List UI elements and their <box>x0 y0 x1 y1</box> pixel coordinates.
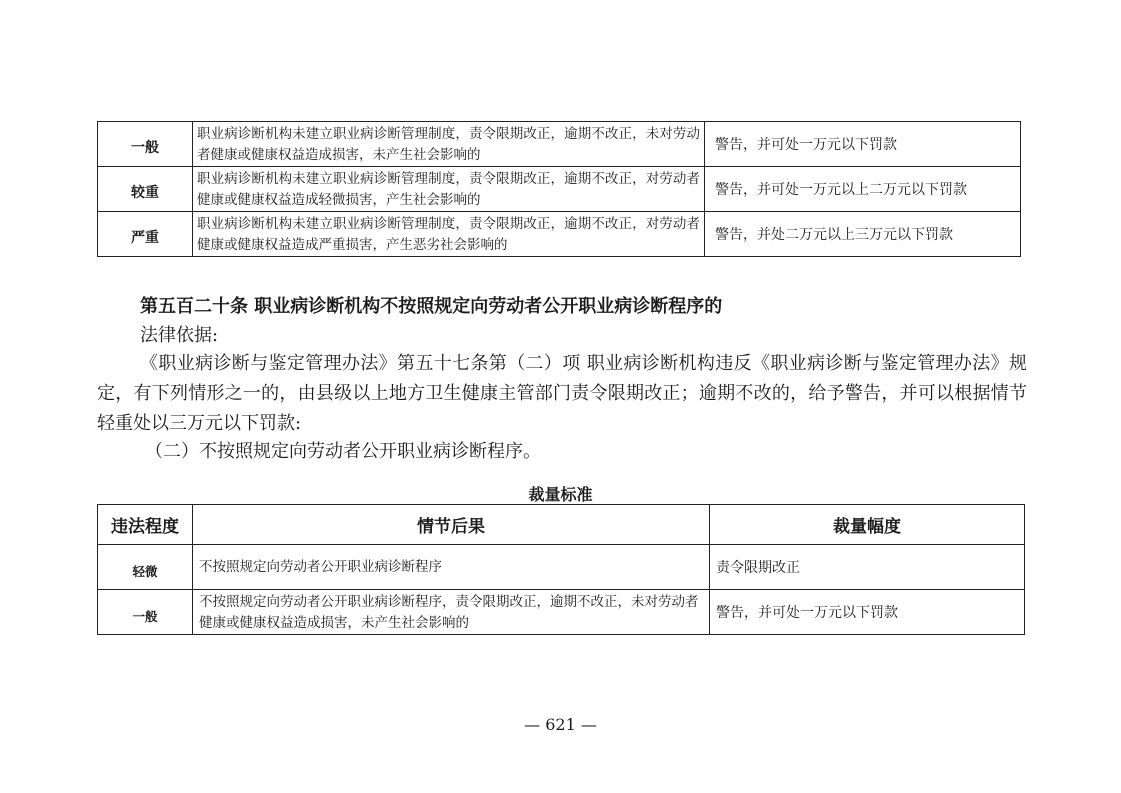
legal-basis-label: 法律依据: <box>140 325 219 346</box>
table-header-row <box>98 505 1025 545</box>
plot-consequence-cell: 职业病诊断机构未建立职业病诊断管理制度，责令限期改正，逾期不改正，对劳动者健康或健康权益造成轻微损害，产生社会影响的 <box>193 167 705 212</box>
plot-consequence-cell: 不按照规定向劳动者公开职业病诊断程序 <box>193 545 710 590</box>
table-row <box>98 122 1021 167</box>
penalty-range-cell: 警告，并处二万元以上三万元以下罚款 <box>705 212 1021 257</box>
plot-consequence-cell: 不按照规定向劳动者公开职业病诊断程序，责令限期改正，逾期不改正，未对劳动者健康或健康权益造成损害，未产生社会影响的 <box>193 590 710 635</box>
table-row <box>98 590 1025 635</box>
penalty-range-cell: 警告，并可处一万元以上二万元以下罚款 <box>705 167 1021 212</box>
violation-level-cell: 轻微 <box>98 545 193 590</box>
penalty-table-previous <box>97 121 1021 257</box>
plot-consequence-cell: 职业病诊断机构未建立职业病诊断管理制度，责令限期改正，逾期不改正，未对劳动者健康或健康权益造成损害，未产生社会影响的 <box>193 122 705 167</box>
violation-level-cell: 一般 <box>98 590 193 635</box>
violation-level-cell: 严重 <box>98 212 193 257</box>
column-header-level: 违法程度 <box>98 505 193 545</box>
legal-basis-text: 《职业病诊断与鉴定管理办法》第五十七条第（二）项 职业病诊断机构违反《职业病诊断与鉴定管理办法》规定，有下列情形之一的，由县级以上地方卫生健康主管部门责令限期改正；逾期不改的，给予警告，并可以根据情节轻重处以三万元以下罚款: <box>97 353 1027 434</box>
article-heading: 第五百二十条 职业病诊断机构不按照规定向劳动者公开职业病诊断程序的 <box>140 296 723 317</box>
table-row <box>98 212 1021 257</box>
penalty-range-cell: 责令限期改正 <box>710 545 1025 590</box>
penalty-table <box>97 504 1025 635</box>
table-row <box>98 167 1021 212</box>
violation-level-cell: 一般 <box>98 122 193 167</box>
plot-consequence-cell: 职业病诊断机构未建立职业病诊断管理制度，责令限期改正，逾期不改正，对劳动者健康或健康权益造成严重损害，产生恶劣社会影响的 <box>193 212 705 257</box>
table-caption: 裁量标准 <box>528 485 593 504</box>
column-header-plot: 情节后果 <box>193 505 710 545</box>
legal-basis-item: （二）不按照规定向劳动者公开职业病诊断程序。 <box>145 441 541 462</box>
column-header-penalty: 裁量幅度 <box>710 505 1025 545</box>
penalty-range-cell: 警告，并可处一万元以下罚款 <box>710 590 1025 635</box>
violation-level-cell: 较重 <box>98 167 193 212</box>
penalty-range-cell: 警告，并可处一万元以下罚款 <box>705 122 1021 167</box>
table-row <box>98 545 1025 590</box>
page-number: — 621 — <box>524 715 597 734</box>
